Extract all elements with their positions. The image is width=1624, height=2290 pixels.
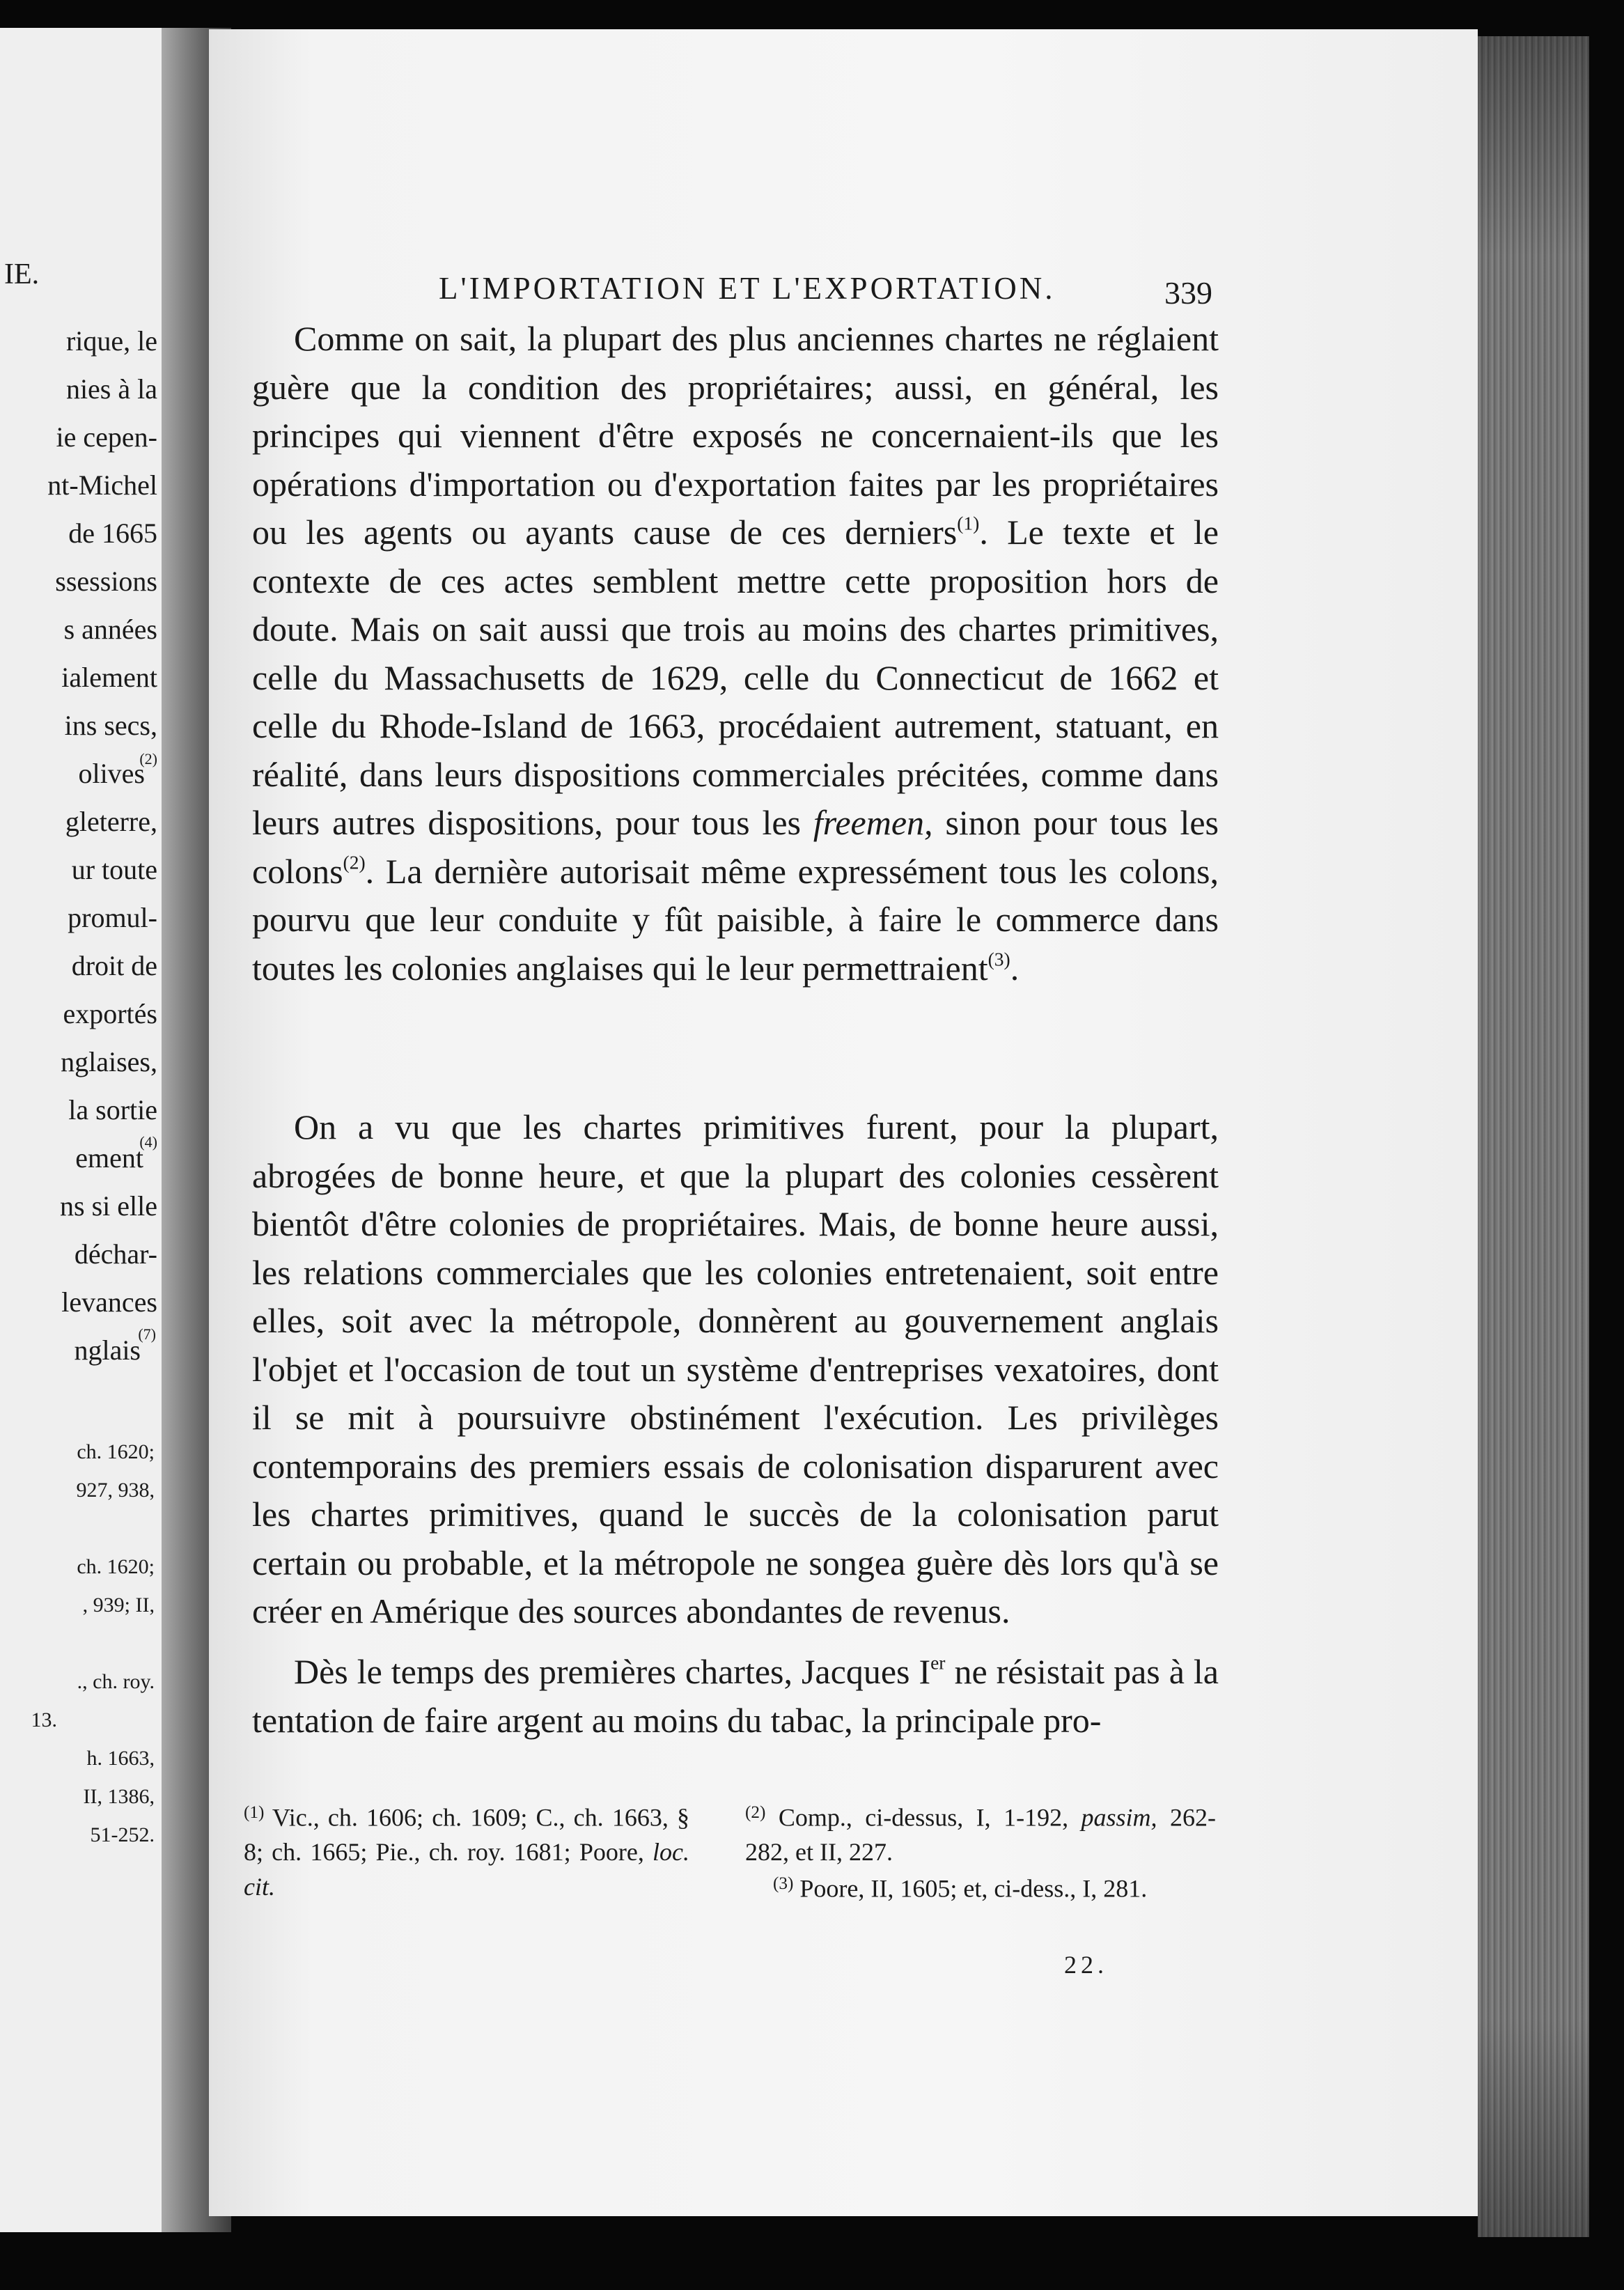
facing-page-line: nies à la bbox=[65, 373, 157, 405]
facing-page-line: s années bbox=[63, 614, 157, 645]
facing-page-line: nglais bbox=[74, 1334, 141, 1366]
facing-page-line: droit de bbox=[71, 950, 157, 981]
paragraph-text: sinon pour tous les colons bbox=[252, 803, 1219, 891]
footnote-text: Comp., ci-dessus, I, 1-192, bbox=[765, 1803, 1082, 1832]
footnote bbox=[244, 1796, 689, 1904]
footnote-mark: (2) bbox=[745, 1803, 766, 1822]
facing-page-line: olives bbox=[78, 758, 145, 789]
facing-page-line: nt-Michel bbox=[47, 469, 157, 501]
facing-page-line: ie cepen- bbox=[56, 421, 157, 453]
facing-page-line: ement bbox=[75, 1142, 143, 1174]
facing-page-line: la sortie bbox=[68, 1094, 157, 1125]
facing-page-line: levances bbox=[61, 1286, 157, 1318]
facing-page-note: ch. 1620; bbox=[77, 1555, 155, 1578]
signature-mark: 22. bbox=[1064, 1951, 1108, 1979]
facing-page-note: , 939; II, bbox=[82, 1594, 155, 1617]
facing-page: IE. rique, le nies à la ie cepen- nt-Michel de 1665 ssessions s années ialement ins secs, olives (2) gleterre, ur toute promul- droit de exportés nglaises, la sortie ement (4) ns si elle déchar- levances nglais (7) ch. 1620; 927, 938, ch. 1620; , 939; II, ., ch. roy. 13. h. 1663, II, 1386, 51-252. bbox=[0, 28, 162, 2232]
paragraph-text: Dès le temps des premières chartes, Jacques I bbox=[294, 1652, 931, 1691]
paragraph-text: . Le texte et le contexte de ces actes semblent mettre cette proposition hors de doute. Mais on sait aussi que trois au moins des chartes primitives, celle du Massachusetts de 1629, celle du Connecticut de 1662 et celle du Rhode-Island de 1663, procédaient autrement, statuant, en réalité, dans leurs dispositions commerciales précitées, comme dans leurs autres dispositions, pour tous les bbox=[252, 513, 1219, 842]
facing-page-line: exportés bbox=[63, 998, 157, 1029]
facing-page-line: promul- bbox=[68, 902, 157, 933]
paragraph bbox=[252, 1648, 1219, 1745]
paragraph-text: . La dernière autorisait même expressément tous les colons, pourvu que leur conduite y fût paisible, à faire le commerce dans toutes les colonies anglaises qui le leur permettraient bbox=[252, 851, 1219, 988]
facing-page-line: ssessions bbox=[55, 566, 157, 597]
paragraph-text: ne résistait pas à la tentation de faire argent au moins du tabac, la principale pro- bbox=[252, 1652, 1219, 1740]
facing-page-note: ch. 1620; bbox=[77, 1440, 155, 1463]
facing-page-line: de 1665 bbox=[68, 517, 157, 549]
page-edges bbox=[1478, 36, 1589, 2237]
superscript: er bbox=[930, 1651, 946, 1674]
paragraph-text: . bbox=[1010, 948, 1020, 988]
footnote-text: 262-282, et II, 227. bbox=[745, 1803, 1216, 1867]
facing-page-note: 51-252. bbox=[90, 1823, 155, 1846]
page-number: 339 bbox=[1164, 275, 1212, 311]
footnote-text: Vic., ch. 1606; ch. 1609; C., ch. 1663, § 8; ch. 1665; Pie., ch. roy. 1681; Poore, bbox=[244, 1803, 689, 1867]
facing-page-line: nglaises, bbox=[61, 1046, 157, 1077]
footnote bbox=[773, 1867, 1219, 1906]
facing-page-line: gleterre, bbox=[65, 806, 157, 837]
footnote-ref: (1) bbox=[957, 512, 980, 534]
footnote-ref: (2) bbox=[343, 850, 366, 873]
footnote bbox=[745, 1796, 1216, 1869]
paragraph-text: On a vu que les chartes primitives furent, pour la plupart, abrogées de bonne heure, et que la plupart des colonies cessèrent bientôt d'être colonies de propriétaires. Mais, de bonne heure aussi, les relations commerciales que les colonies entretenaient, soit entre elles, soit avec la métropole, donnèrent au gouvernement anglais l'objet et l'occasion de tout un système d'entreprises vexatoires, dont il se mit à poursuivre obstinément l'exécution. Les privilèges contemporains des premiers essais de colonisation disparurent avec les chartes primitives, quand le succès de la colonisation parut certain ou probable, et la métropole ne songea guère dès lors qu'à se créer en Amérique des sources abondantes de revenus. bbox=[252, 1107, 1219, 1630]
facing-page-line: ns si elle bbox=[60, 1190, 157, 1222]
facing-page-line: ur toute bbox=[71, 854, 157, 885]
paragraph-text: Comme on sait, la plupart des plus anciennes chartes ne réglaient guère que la condition des propriétaires; aussi, en général, les principes qui viennent d'être exposés ne concernaient-ils que les opérations d'importation ou d'exportation faites par les propriétaires ou les agents ou ayants cause de ces derniers bbox=[252, 319, 1219, 552]
paragraph bbox=[252, 1103, 1219, 1636]
facing-page-line: ialement bbox=[61, 662, 157, 693]
running-title: L'IMPORTATION ET L'EXPORTATION. bbox=[439, 271, 1056, 306]
facing-page-note: 927, 938, bbox=[76, 1479, 155, 1502]
emphasis: freemen, bbox=[813, 803, 933, 842]
facing-page-line: ins secs, bbox=[64, 710, 157, 741]
facing-page-line: déchar- bbox=[74, 1238, 157, 1270]
facing-page-note: II, 1386, bbox=[83, 1785, 155, 1808]
facing-page-note: h. 1663, bbox=[86, 1747, 155, 1770]
footnote-text: Poore, II, 1605; et, ci-dess., I, 281. bbox=[793, 1874, 1148, 1903]
footnote-mark: (1) bbox=[244, 1803, 265, 1822]
facing-page-line: rique, le bbox=[65, 325, 157, 357]
footnote-ref: (3) bbox=[987, 947, 1010, 969]
facing-page-header: IE. bbox=[4, 258, 40, 290]
emphasis: loc. cit. bbox=[244, 1838, 689, 1901]
facing-page-note: ., ch. roy. bbox=[77, 1670, 155, 1693]
facing-page-note: 13. bbox=[31, 1708, 57, 1731]
footnote-mark: (3) bbox=[773, 1874, 794, 1893]
emphasis: passim, bbox=[1081, 1803, 1157, 1832]
paragraph bbox=[252, 315, 1219, 992]
